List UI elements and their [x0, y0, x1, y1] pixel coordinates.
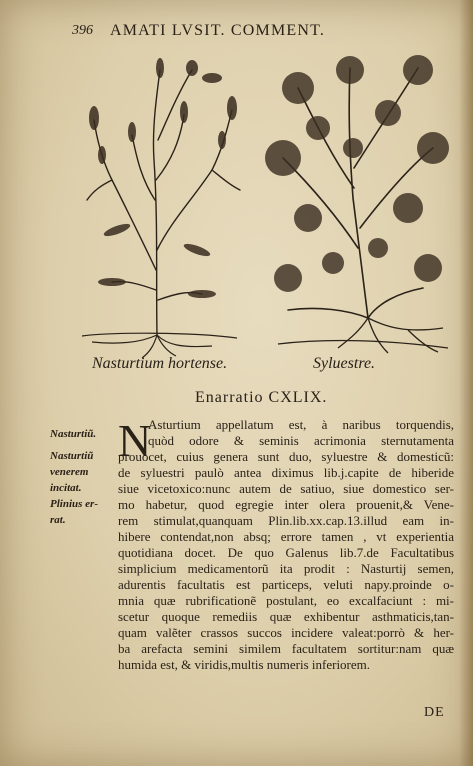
woodcut-nasturtium-syluestre: [258, 48, 453, 363]
text-line: scetur quoque remediis quæ exhibentur asthmaticis,tan-: [118, 609, 454, 624]
text-line-last: humida est, & viridis,multis numeris inferiorem.: [118, 657, 371, 672]
text-line: de syluestri paulò antea diximus lib.j.capite de hiberide: [118, 465, 454, 480]
drop-cap: N: [118, 415, 152, 466]
text-line: quotidiana docet. De quo Galenus lib.7.de Facultatibus: [118, 545, 454, 560]
text-line: siue vicetoxico:nunc autem de satiuo, siue domestico ser-: [118, 481, 454, 496]
margin-note: Nasturtiũ: [50, 450, 94, 462]
page-number: 396: [72, 23, 93, 38]
margin-notes: [50, 424, 114, 528]
text-line: mnia quæ rubrificationẽ postulant, eo excalfaciunt : mi-: [118, 593, 454, 608]
page-edge-shadow: [459, 0, 473, 766]
text-line: hibere contendat,non absq; errore tamen , vt experientia: [118, 529, 454, 544]
margin-note: venerem: [50, 466, 89, 478]
text-line: mo habetur, quod egregie inter olera prouenit,& Vene-: [118, 497, 454, 512]
running-head: AMATI LVSIT. COMMENT.: [110, 22, 326, 39]
text-line: quam valẽter crassos succos incidere valeat:porrò & her-: [118, 625, 454, 640]
margin-note: incitat.: [50, 482, 82, 494]
text-line: adurentis facultatis est particeps, veluti napy.proinde o-: [118, 577, 454, 592]
text-line: ba arefacta semini similem facultatem sortitur:nam quæ: [118, 641, 454, 656]
text-line: Asturtium appellatum est, à naribus torquendis,: [148, 417, 454, 432]
section-title: Enarratio CXLIX.: [195, 389, 328, 406]
catchword: DE: [424, 705, 445, 720]
caption-right: Syluestre.: [313, 355, 376, 372]
text-line: prouocet, cuius genera sunt duo, syluestre & domesticũ:: [118, 449, 454, 464]
text-line: rem stimulat,quanquam Plin.lib.xx.cap.13.illud eam in-: [118, 513, 454, 528]
text-line: simplicium medicamentorũ ita prodit : Nasturtij semen,: [118, 561, 454, 576]
margin-note: rat.: [50, 514, 66, 526]
caption-left: Nasturtium hortense.: [92, 355, 228, 372]
text-line: quòd odore & seminis acrimonia sternutamenta: [148, 433, 454, 448]
woodcut-nasturtium-hortense: [72, 50, 247, 360]
margin-note: Plinius er-: [50, 498, 98, 510]
margin-note: Nasturtiũ.: [50, 428, 97, 440]
